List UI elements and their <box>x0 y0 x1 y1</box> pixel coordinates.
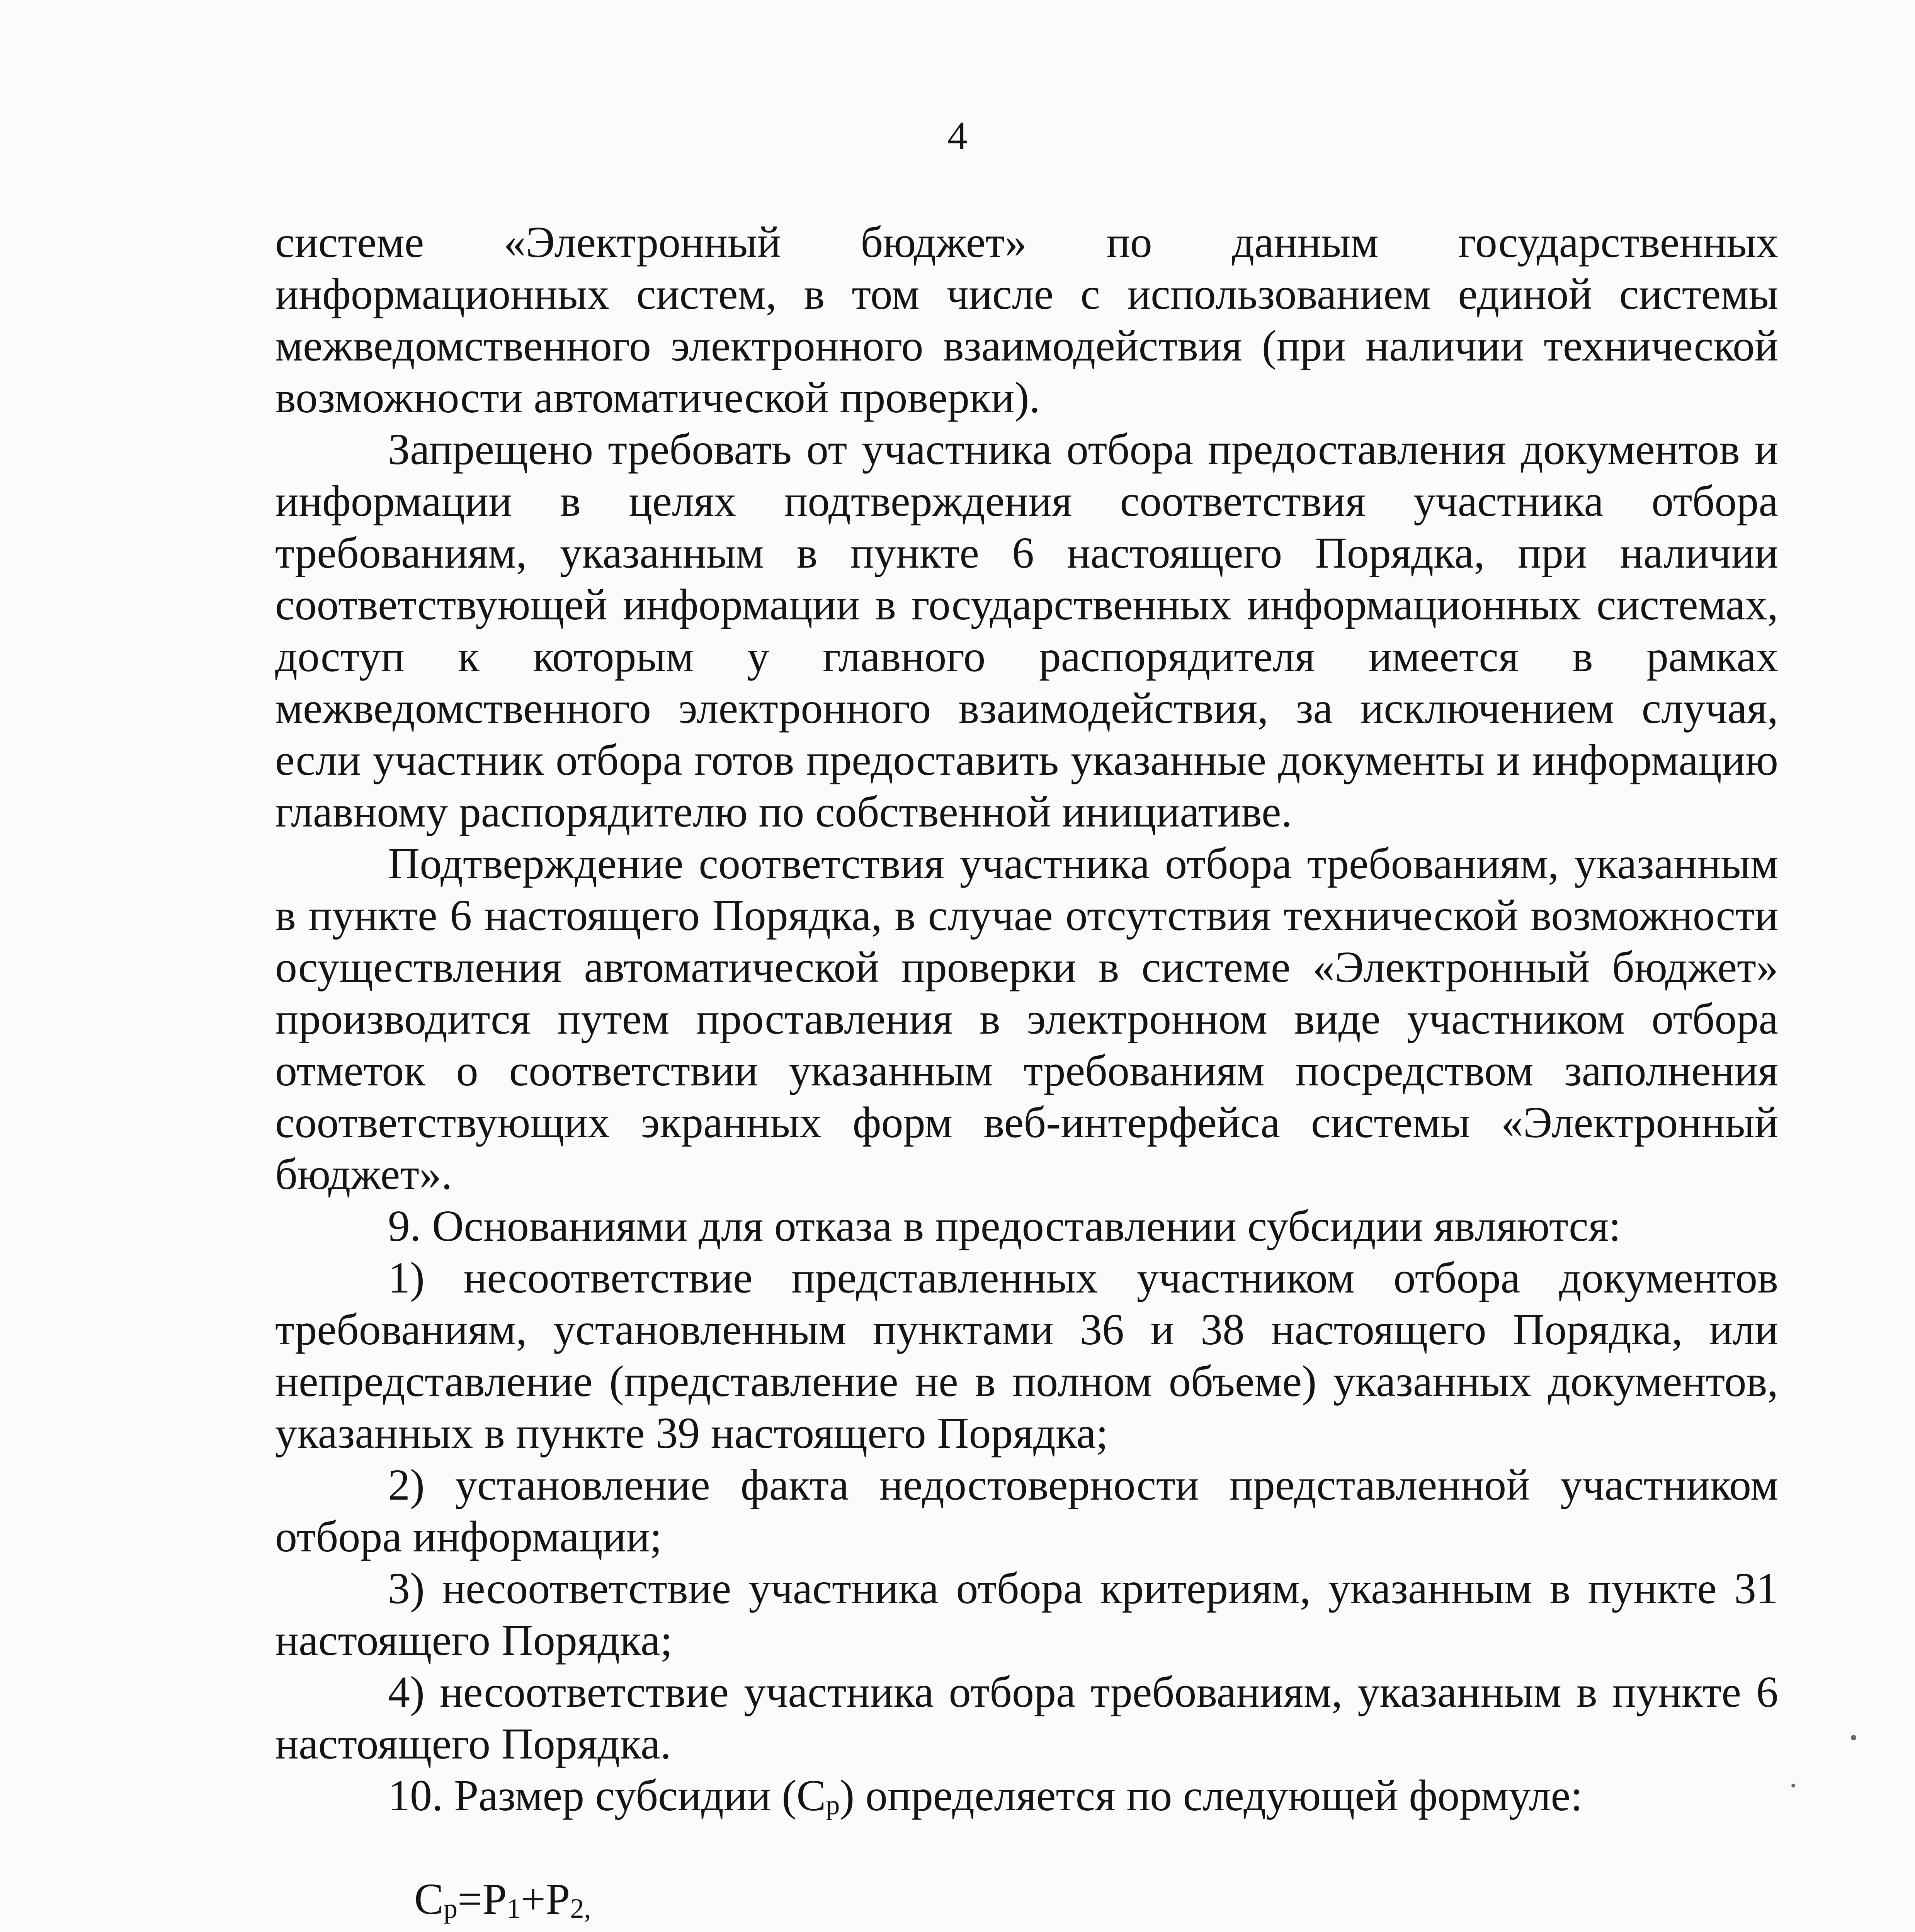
list-item-3: 3) несоответствие участника отбора критериям, указанным в пункте 31 настоящего Порядка; <box>275 1564 1778 1665</box>
item-10-suffix: ) определяется по следующей формуле: <box>840 1771 1583 1820</box>
scan-speck <box>1851 1735 1856 1740</box>
formula-equals-p: =Р <box>457 1874 507 1923</box>
formula-p2-subscript: 2, <box>570 1893 591 1924</box>
page-number: 4 <box>947 114 968 158</box>
paragraph-confirmation: Подтверждение соответствия участника отбора требованиям, указанным в пункте 6 настоящего Порядка, в случае отсутствия технической возможности осуществления автоматической проверки в системе «Электронный бюджет» производится путем проставления в электронном виде участником отбора отметок о соответствии указанным требованиям посредством заполнения соответствующих экранных форм веб-интерфейса системы «Электронный бюджет». <box>275 839 1778 1199</box>
list-item-2: 2) установление факта недостоверности представленной участником отбора информации; <box>275 1460 1778 1561</box>
formula-plus-p: +Р <box>520 1874 570 1923</box>
spacer <box>275 1925 1778 1932</box>
formula-c: С <box>414 1874 444 1923</box>
formula-p1-subscript: 1 <box>507 1893 521 1924</box>
paragraph-continuation: системе «Электронный бюджет» по данным государственных информационных систем, в том числе с использованием единой системы межведомственного электронного взаимодействия (при наличии технической возможности автоматической проверки). <box>275 218 1778 422</box>
paragraph-item-10 <box>275 1770 1778 1821</box>
spacer <box>275 1821 1778 1873</box>
formula-c-subscript: р <box>444 1893 458 1924</box>
subsidy-formula <box>275 1873 1778 1925</box>
scan-speck <box>1791 1784 1795 1787</box>
document-body <box>275 216 1778 1932</box>
paragraph-prohibition: Запрещено требовать от участника отбора предоставления документов и информации в целях подтверждения соответствия участника отбора требованиям, указанным в пункте 6 настоящего Порядка, при наличии соответствующей информации в государственных информационных системах, доступ к которым у главного распорядителя имеется в рамках межведомственного электронного взаимодействия, за исключением случая, если участник отбора готов предоставить указанные документы и информацию главному распорядителю по собственной инициативе. <box>275 425 1778 836</box>
paragraph-item-9: 9. Основаниями для отказа в предоставлении субсидии являются: <box>388 1201 1621 1250</box>
list-item-4: 4) несоответствие участника отбора требованиям, указанным в пункте 6 настоящего Порядка. <box>275 1667 1778 1768</box>
list-item-1: 1) несоответствие представленных участником отбора документов требованиям, установленным пунктами 36 и 38 настоящего Порядка, или непредставление (представление не в полном объеме) указанных документов, указанных в пункте 39 настоящего Порядка; <box>275 1253 1778 1458</box>
item-10-prefix: 10. Размер субсидии (С <box>388 1771 826 1820</box>
item-10-subscript: р <box>826 1789 840 1820</box>
